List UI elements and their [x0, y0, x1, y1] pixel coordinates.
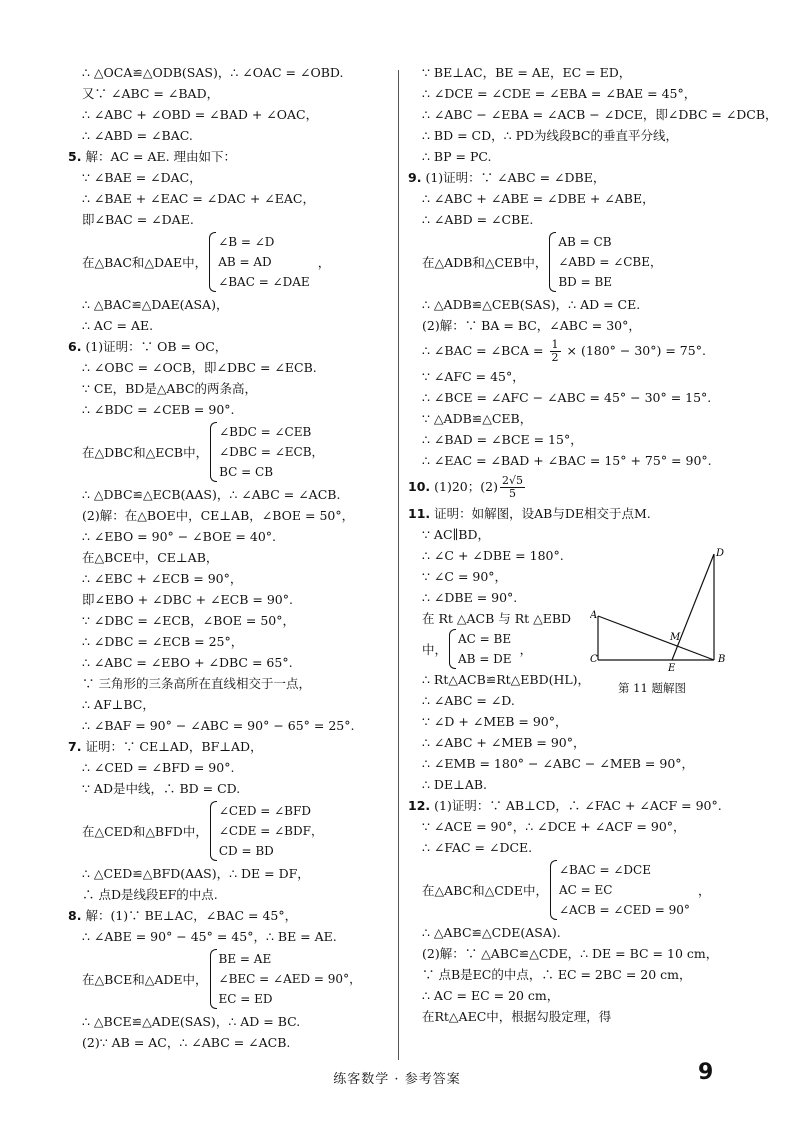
text-line: ∵ 点B是EC的中点，∴ EC = 2BC = 20 cm， — [422, 967, 692, 982]
system-row: ∠DBC = ∠ECB， — [219, 445, 324, 459]
text-line: ∴ ∠DBC = ∠ECB = 25°， — [82, 634, 244, 649]
text-line: ∴ ∠EMB = 180° − ∠ABC − ∠MEB = 90°， — [422, 756, 695, 771]
text-line: ∴ ∠EAC = ∠BAD + ∠BAC = 15° + 75° = 90°. — [422, 453, 712, 468]
system-intro: 在△BCE和△ADE中， — [82, 972, 208, 987]
question-text: (1)证明：∵ OB = OC， — [85, 339, 228, 354]
fraction-line — [408, 336, 738, 366]
figure-caption: 第 11 题解图 — [618, 681, 686, 695]
system-row: ∠CDE = ∠BDF， — [218, 824, 323, 838]
question-text: 证明：∵ CE⊥AD，BF⊥AD， — [85, 739, 263, 754]
text-line: ∴ ∠BAD = ∠BCE = 15°， — [422, 432, 583, 447]
question-10-heading — [408, 471, 738, 503]
text-line: 在 Rt △ACB 与 Rt △EBD — [422, 611, 572, 626]
fraction — [500, 475, 525, 500]
text-line: ∴ Rt△ACB≌Rt△EBD(HL)， — [422, 672, 591, 687]
text-line: ∴ △ADB≌△CEB(SAS)，∴ AD = CE. — [422, 297, 641, 312]
question-9-heading — [408, 167, 738, 188]
text-line: ∴ ∠ABC + ∠OBD = ∠BAD + ∠OAC， — [82, 107, 319, 122]
text-line: ∴ ∠EBC + ∠ECB = 90°， — [82, 571, 243, 586]
text-line: ∴ △DBC≌△ECB(AAS)，∴ ∠ABC = ∠ACB. — [82, 487, 341, 502]
text-line: (2)解：∵ BA = BC，∠ABC = 30°， — [422, 318, 641, 333]
equation-system — [68, 949, 386, 1009]
text-line: ∴ ∠ABC = ∠EBO + ∠DBC = 65°. — [82, 655, 293, 670]
text-line: ∴ BD = CD，∴ PD为线段BC的垂直平分线， — [422, 128, 678, 143]
equation-system — [408, 232, 738, 292]
text-line: ∴ ∠ABD = ∠BAC. — [82, 128, 193, 143]
label-m: M — [670, 632, 681, 643]
question-7-heading — [68, 736, 386, 757]
system-row: ∠BDC = ∠CEB — [219, 425, 312, 439]
denominator: 5 — [508, 487, 516, 500]
system-intro: 在△ABC和△CDE中， — [422, 883, 548, 898]
text-line: ∴ ∠DCE = ∠CDE = ∠EBA = ∠BAE = 45°， — [422, 86, 697, 101]
text-line: ∵ ∠AFC = 45°， — [422, 369, 525, 384]
question-5-heading — [68, 146, 386, 167]
text-line: ∴ ∠BCE = ∠AFC − ∠ABC = 45° − 30° = 15°. — [422, 390, 712, 405]
system-row: ∠CED = ∠BFD — [218, 804, 311, 818]
system-intro: 在△ADB和△CEB中， — [422, 255, 548, 270]
question-number: 10. — [408, 479, 431, 494]
text-line: ∴ ∠ABE = 90° − 45° = 45°，∴ BE = AE. — [82, 929, 337, 944]
label-d: D — [716, 548, 725, 559]
system-row: AC = EC — [558, 883, 613, 897]
left-brace — [550, 860, 557, 920]
text-line: ∴ ∠ABC + ∠ABE = ∠DBE + ∠ABE， — [422, 191, 655, 206]
text-line: ∵ ∠C = 90°， — [422, 569, 508, 584]
question-12-heading — [408, 795, 738, 816]
text-line: ∵ ∠BAE = ∠DAC， — [82, 170, 202, 185]
text-line: ∴ ∠EBO = 90° − ∠BOE = 40°. — [82, 529, 277, 544]
system-end: ， — [317, 255, 331, 270]
system-row: CD = BD — [218, 844, 274, 858]
segment-ab — [598, 616, 714, 660]
system-end: ， — [519, 642, 533, 657]
text-line: ∵ CE，BD是△ABC的两条高， — [82, 381, 257, 396]
system-intro: 在△BAC和△DAE中， — [82, 255, 208, 270]
system-intro: 中， — [422, 642, 448, 657]
question-text: (1)证明：∵ AB⊥CD，∴ ∠FAC + ∠ACF = 90°. — [434, 798, 722, 813]
question-number: 7. — [68, 739, 82, 754]
right-column — [408, 62, 778, 1027]
text-line: 在Rt△AEC中，根据勾股定理，得 — [422, 1009, 612, 1024]
text-line: ∵ ∠DBC = ∠ECB，∠BOE = 50°， — [82, 613, 296, 628]
text-line: (2)解：在△BOE中，CE⊥AB，∠BOE = 50°， — [82, 508, 355, 523]
text-line: ∴ AC = AE. — [82, 318, 154, 333]
footer-text: 练客数学 · 参考答案 — [333, 1072, 461, 1087]
text-line: ∴ ∠ABC = ∠D. — [422, 693, 515, 708]
text-line: 即∠EBO + ∠DBC + ∠ECB = 90°. — [82, 592, 293, 607]
text-line: ∵ BE⊥AC，BE = AE，EC = ED， — [422, 65, 632, 80]
system-row: BE = AE — [218, 952, 272, 966]
system-intro: 在△CED和△BFD中， — [82, 824, 208, 839]
system-row: AB = AD — [218, 255, 272, 269]
fraction — [550, 339, 561, 364]
system-row: ∠BEC = ∠AED = 90°， — [218, 972, 362, 986]
text-line: ∴ ∠C + ∠DBE = 180°. — [422, 548, 564, 563]
question-text: 解：(1)∵ BE⊥AC，∠BAC = 45°， — [85, 908, 298, 923]
system-intro: 在△DBC和△ECB中， — [82, 445, 209, 460]
system-row: ∠ACB = ∠CED = 90° — [558, 903, 690, 917]
system-row: AB = DE — [458, 652, 512, 666]
question-number: 12. — [408, 798, 431, 813]
text-line: ∴ ∠ABC − ∠EBA = ∠ACB − ∠DCE，即∠DBC = ∠DCB， — [422, 107, 778, 122]
label-c: C — [590, 654, 598, 665]
text-line: ∵ ∠D + ∠MEB = 90°， — [422, 714, 568, 729]
question-text: 解：AC = AE. 理由如下： — [85, 149, 237, 164]
left-brace — [209, 232, 216, 292]
text-line: ∴ ∠DBE = 90°. — [422, 590, 518, 605]
text-line: ∵ △ADB≌△CEB， — [422, 411, 533, 426]
answer-text: (1)20；(2) — [434, 479, 498, 494]
left-brace — [549, 232, 556, 292]
text-span: × (180° − 30°) = 75°. — [566, 343, 706, 358]
text-line: (2)∵ AB = AC，∴ ∠ABC = ∠ACB. — [82, 1035, 291, 1050]
equation-system — [408, 860, 738, 920]
equation-system — [68, 801, 386, 861]
text-line: 即∠BAC = ∠DAE. — [82, 212, 194, 227]
denominator: 2 — [551, 351, 559, 364]
text-line: ∴ △ABC≌△CDE(ASA). — [422, 925, 561, 940]
left-brace — [449, 629, 456, 669]
text-line: ∵ AD是中线，∴ BD = CD. — [82, 781, 241, 796]
text-line: ∴ △BCE≌△ADE(SAS)，∴ AD = BC. — [82, 1014, 301, 1029]
question-text: 证明：如解图，设AB与DE相交于点M. — [434, 506, 651, 521]
text-line: ∴ ∠BDC = ∠CEB = 90°. — [82, 402, 235, 417]
question-number: 11. — [408, 506, 431, 521]
question-11-heading — [408, 503, 738, 524]
text-line: ∴ ∠BAF = 90° − ∠ABC = 90° − 65° = 25°. — [82, 718, 355, 733]
system-row: ∠ABD = ∠CBE， — [558, 255, 663, 269]
system-row: AB = CB — [558, 235, 612, 249]
text-span: ∴ ∠BAC = ∠BCA = — [422, 343, 544, 358]
label-e: E — [668, 663, 676, 674]
equation-system — [68, 232, 386, 292]
text-line: 在△BCE中，CE⊥AB， — [82, 550, 219, 565]
system-row: EC = ED — [218, 992, 273, 1006]
text-line: ∴ ∠FAC = ∠DCE. — [422, 840, 533, 855]
text-line: ∵ AC∥BD， — [422, 527, 490, 542]
equation-system — [68, 422, 386, 482]
text-line: ∴ AC = EC = 20 cm， — [422, 988, 560, 1003]
segment-de — [672, 554, 714, 660]
text-line: 又∵ ∠ABC = ∠BAD， — [82, 86, 220, 101]
system-end: ， — [697, 883, 711, 898]
question-text: (1)证明：∵ ∠ABC = ∠DBE， — [425, 170, 606, 185]
question-6-heading — [68, 336, 386, 357]
text-line: ∵ ∠ACE = 90°，∴ ∠DCE + ∠ACF = 90°， — [422, 819, 686, 834]
text-line: ∴ ∠ABC + ∠MEB = 90°， — [422, 735, 586, 750]
system-row: ∠BAC = ∠DCE — [558, 863, 651, 877]
system-row: BC = CB — [219, 465, 274, 479]
text-line: ∴ ∠BAE + ∠EAC = ∠DAC + ∠EAC， — [82, 191, 315, 206]
text-line: ∴ DE⊥AB. — [422, 777, 488, 792]
question-8-heading — [68, 905, 386, 926]
left-brace — [210, 801, 217, 861]
question-number: 5. — [68, 149, 82, 164]
text-line: ∴ △BAC≌△DAE(ASA)， — [82, 297, 229, 312]
text-line: ∴ 点D是线段EF的中点. — [82, 887, 218, 902]
question-number: 9. — [408, 170, 422, 185]
left-column — [68, 62, 386, 1053]
system-row: ∠BAC = ∠DAE — [218, 275, 310, 289]
left-brace — [210, 949, 217, 1009]
text-line: ∴ AF⊥BC， — [82, 697, 155, 712]
text-line: ∴ BP = PC. — [422, 149, 492, 164]
column-divider — [398, 70, 399, 1060]
question-number: 6. — [68, 339, 82, 354]
question-number: 8. — [68, 908, 82, 923]
system-row: BD = BE — [558, 275, 613, 289]
text-line: ∵ 三角形的三条高所在直线相交于一点， — [82, 676, 311, 691]
text-line: (2)解：∵ △ABC≌△CDE，∴ DE = BC = 10 cm， — [422, 946, 719, 961]
text-line: ∴ ∠OBC = ∠OCB，即∠DBC = ∠ECB. — [82, 360, 317, 375]
numerator: 1 — [551, 338, 559, 351]
system-row: ∠B = ∠D — [218, 235, 275, 249]
text-line: ∴ △CED≌△BFD(AAS)，∴ DE = DF， — [82, 866, 310, 881]
system-row: AC = BE — [458, 632, 512, 646]
left-brace — [210, 422, 217, 482]
text-line: ∴ ∠CED = ∠BFD = 90°. — [82, 760, 235, 775]
text-line: ∴ ∠ABD = ∠CBE. — [422, 212, 534, 227]
numerator: 2√5 — [501, 474, 523, 487]
label-a: A — [590, 610, 598, 621]
text-line: ∴ △OCA≌△ODB(SAS)，∴ ∠OAC = ∠OBD. — [82, 65, 344, 80]
page-number: 9 — [698, 1060, 714, 1085]
geometry-figure — [590, 548, 730, 698]
label-b: B — [718, 654, 726, 665]
